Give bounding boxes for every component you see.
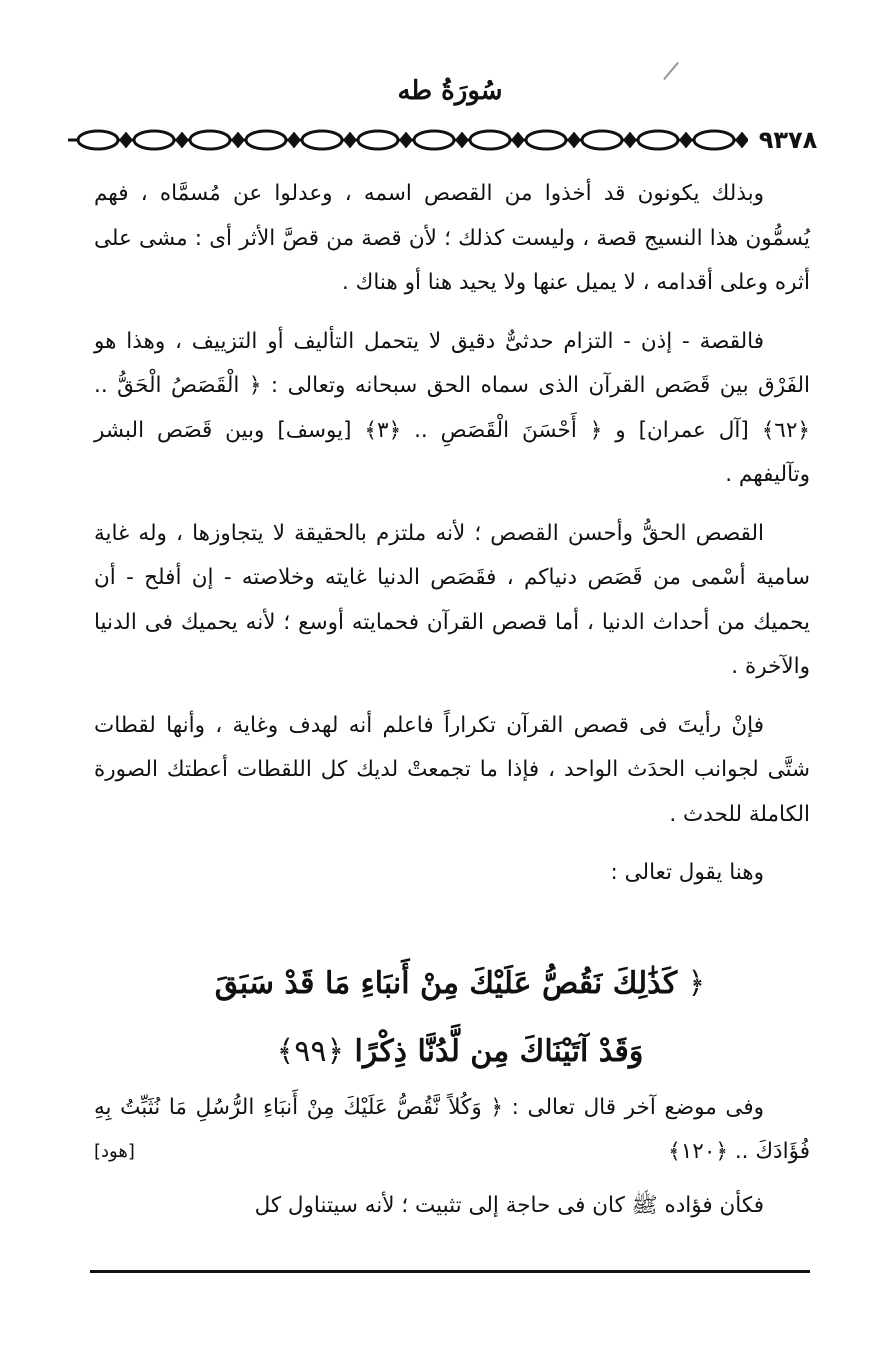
verse-number-medallion: ﴿٩٩﴾	[276, 1034, 345, 1069]
page-number: ٩٣٧٨	[748, 126, 828, 154]
chain-diamond	[401, 134, 411, 146]
verse-number: ٩٩	[294, 1034, 327, 1069]
verse-line-text: كَذَٰلِكَ نَقُصُّ عَلَيْكَ مِنْ أَنبَاءِ مَا قَدْ سَبَقَ	[214, 966, 678, 1001]
paragraph	[94, 1086, 810, 1174]
chain-link-oval	[190, 131, 230, 149]
chain-diamond	[737, 134, 747, 146]
chain-diamond	[177, 134, 187, 146]
paragraph: وهنا يقول تعالى :	[610, 860, 764, 885]
surah-title: سُورَةُ طه	[397, 76, 503, 106]
chain-link-oval	[78, 131, 118, 149]
chain-diamond	[681, 134, 691, 146]
lower-text	[94, 1086, 810, 1228]
paragraph: فإنْ رأيتَ فى قصص القرآن تكراراً فاعلم أنه لهدف وغاية ، وأنها لقطات شتَّى لجوانب الحدَث الواحد ، فإذا ما تجمعتْ لديك كل اللقطات أعطتك الصورة الكاملة للحدث .	[94, 712, 810, 827]
chain-link-oval	[582, 131, 622, 149]
verse-line	[180, 950, 740, 1018]
chain-link-oval	[694, 131, 734, 149]
main-text	[94, 172, 810, 910]
chain-link-oval	[470, 131, 510, 149]
chain-diamond	[289, 134, 299, 146]
chain-diamond	[513, 134, 523, 146]
chain-link-oval	[246, 131, 286, 149]
chain-link-oval	[134, 131, 174, 149]
footer-rule	[90, 1270, 810, 1273]
chain-link-oval	[302, 131, 342, 149]
stray-pen-mark	[663, 62, 679, 80]
paragraph: فالقصة - إذن - التزام حدثىٌّ دقيق لا يتحمل التأليف أو التزييف ، وهذا هو الفَرْق بين قَصَص القرآن الذى سماه الحق سبحانه وتعالى : ﴿ الْقَصَصُ الْحَقُّ .. ﴿٦٢﴾ [آل عمران] و ﴿ أَحْسَنَ الْقَصَصِ .. ﴿٣﴾ [يوسف] وبين قَصَص البشر وتآليفهم .	[94, 328, 811, 487]
verse-line	[180, 1018, 740, 1086]
chain-diamond	[569, 134, 579, 146]
quran-verse	[180, 950, 740, 1086]
surah-reference: [هود]	[94, 1141, 135, 1162]
chain-diamond	[233, 134, 243, 146]
chain-diamond	[625, 134, 635, 146]
chain-diamond	[121, 134, 131, 146]
verse-line-text: وَقَدْ آتَيْنَاكَ مِن لَّدُنَّا ذِكْرًا	[354, 1034, 644, 1069]
chain-link-oval	[638, 131, 678, 149]
paragraph: فكأن فؤاده ﷺ كان فى حاجة إلى تثبيت ؛ لأنه سيتناول كل	[254, 1193, 764, 1218]
chain-link-oval	[358, 131, 398, 149]
chain-diamond	[457, 134, 467, 146]
paragraph-text: وفى موضع آخر قال تعالى : ﴿ وَكُلاً نَّقُصُّ عَلَيْكَ مِنْ أَنبَاءِ الرُّسُلِ مَا نُثَبِّتُ بِهِ فُؤَادَكَ .. ﴿١٢٠﴾	[94, 1095, 810, 1164]
ornamental-header-rule	[68, 128, 828, 152]
chain-diamond	[345, 134, 355, 146]
paragraph: وبذلك يكونون قد أخذوا من القصص اسمه ، وعدلوا عن مُسمَّاه ، فهم يُسمُّون هذا النسيج قصة ، وليست كذلك ؛ لأن قصة من قصَّ الأثر أى : مشى على أثره وعلى أقدامه ، لا يميل عنها ولا يحيد هنا أو هناك .	[94, 181, 810, 295]
chain-link-oval	[414, 131, 454, 149]
paragraph: القصص الحقُّ وأحسن القصص ؛ لأنه ملتزم بالحقيقة لا يتجاوزها ، وله غاية سامية أسْمى من قَصَص دنياكم ، فقَصَص الدنيا غايته وخلاصته - إن أفلح - أن يحميك من أحداث الدنيا ، أما قصص القرآن فحمايته أوسع ؛ لأنه يحميك فى الدنيا والآخرة .	[94, 520, 810, 679]
verse-open-ornament-icon: ﴿	[687, 966, 706, 1001]
chain-link-oval	[526, 131, 566, 149]
